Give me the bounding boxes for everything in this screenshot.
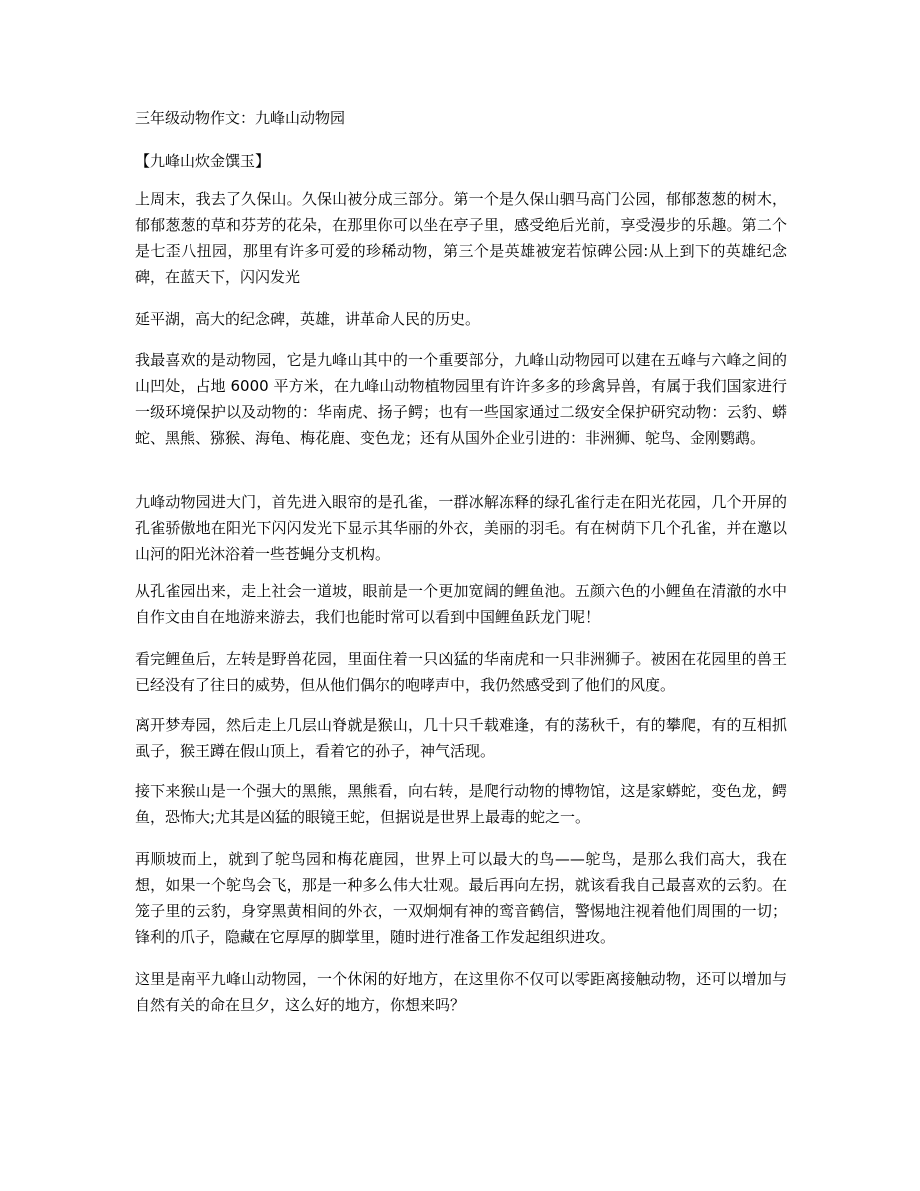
document-title: 三年级动物作文：九峰山动物园 xyxy=(135,109,346,127)
paragraph: 这里是南平九峰山动物园，一个休闲的好地方，在这里你不仅可以零距离接触动物，还可以增加与自然有关的命在旦夕，这么好的地方，你想来吗？ xyxy=(135,970,787,1014)
paragraph: 延平湖，高大的纪念碑，英雄，讲革命人民的历史。 xyxy=(135,310,481,328)
paragraph: 我最喜欢的是动物园，它是九峰山其中的一个重要部分，九峰山动物园可以建在五峰与六峰之间的山凹处，占地 6000 平方米，在九峰山动物植物园里有许许多多的珍禽异兽，有属于我们国家进行一级环境保护以及动物的：华南虎、扬子鳄；也有一些国家通过二级安全保护研究动物：云豹、蟒蛇、黑熊、猕猴、海龟、梅花鹿、变色龙；还有从国外企业引进的：非洲狮、鸵鸟、金刚鹦鹉。 xyxy=(135,351,787,447)
paragraph: 离开梦寿园，然后走上几层山脊就是猴山，几十只千载难逢，有的荡秋千，有的攀爬，有的互相抓虱子，猴王蹲在假山顶上，看着它的孙子，神气活现。 xyxy=(135,716,787,760)
paragraph: 从孔雀园出来，走上社会一道坡，眼前是一个更加宽阔的鲤鱼池。五颜六色的小鲤鱼在清澈的水中自作文由自在地游来游去，我们也能时常可以看到中国鲤鱼跃龙门呢！ xyxy=(135,582,787,626)
paragraph: 再顺坡而上，就到了鸵鸟园和梅花鹿园，世界上可以最大的鸟——鸵鸟，是那么我们高大，我在想，如果一个鸵鸟会飞，那是一种多么伟大壮观。最后再向左拐，就该看我自己最喜欢的云豹。在笼子里的云豹，身穿黑黄相间的外衣，一双炯炯有神的鸾音鹤信，警惕地注视着他们周围的一切；锋利的爪子，隐藏在它厚厚的脚掌里，随时进行准备工作发起组织进攻。 xyxy=(135,850,787,946)
document-subtitle: 【九峰山炊金馔玉】 xyxy=(135,152,271,170)
paragraph: 九峰动物园进大门，首先进入眼帘的是孔雀，一群冰解冻释的绿孔雀行走在阳光花园，几个开屏的孔雀骄傲地在阳光下闪闪发光下显示其华丽的外衣，美丽的羽毛。有在树荫下几个孔雀，并在邀以山河的阳光沐浴着一些苍蝇分支机构。 xyxy=(135,493,787,563)
paragraph: 上周末，我去了久保山。久保山被分成三部分。第一个是久保山驷马高门公园，郁郁葱葱的树木，郁郁葱葱的草和芬芳的花朵，在那里你可以坐在亭子里，感受绝后光前，享受漫步的乐趣。第二个是七歪八扭园，那里有许多可爱的珍稀动物，第三个是英雄被宠若惊碑公园:从上到下的英雄纪念碑，在蓝天下，闪闪发光 xyxy=(135,190,787,286)
paragraph: 看完鲤鱼后，左转是野兽花园，里面住着一只凶猛的华南虎和一只非洲狮子。被困在花园里的兽王已经没有了往日的威势，但从他们偶尔的咆哮声中，我仍然感受到了他们的风度。 xyxy=(135,650,787,694)
paragraph: 接下来猴山是一个强大的黑熊，黑熊看，向右转，是爬行动物的博物馆，这是家蟒蛇，变色龙，鳄鱼，恐怖大;尤其是凶猛的眼镜王蛇，但据说是世界上最毒的蛇之一。 xyxy=(135,782,787,826)
